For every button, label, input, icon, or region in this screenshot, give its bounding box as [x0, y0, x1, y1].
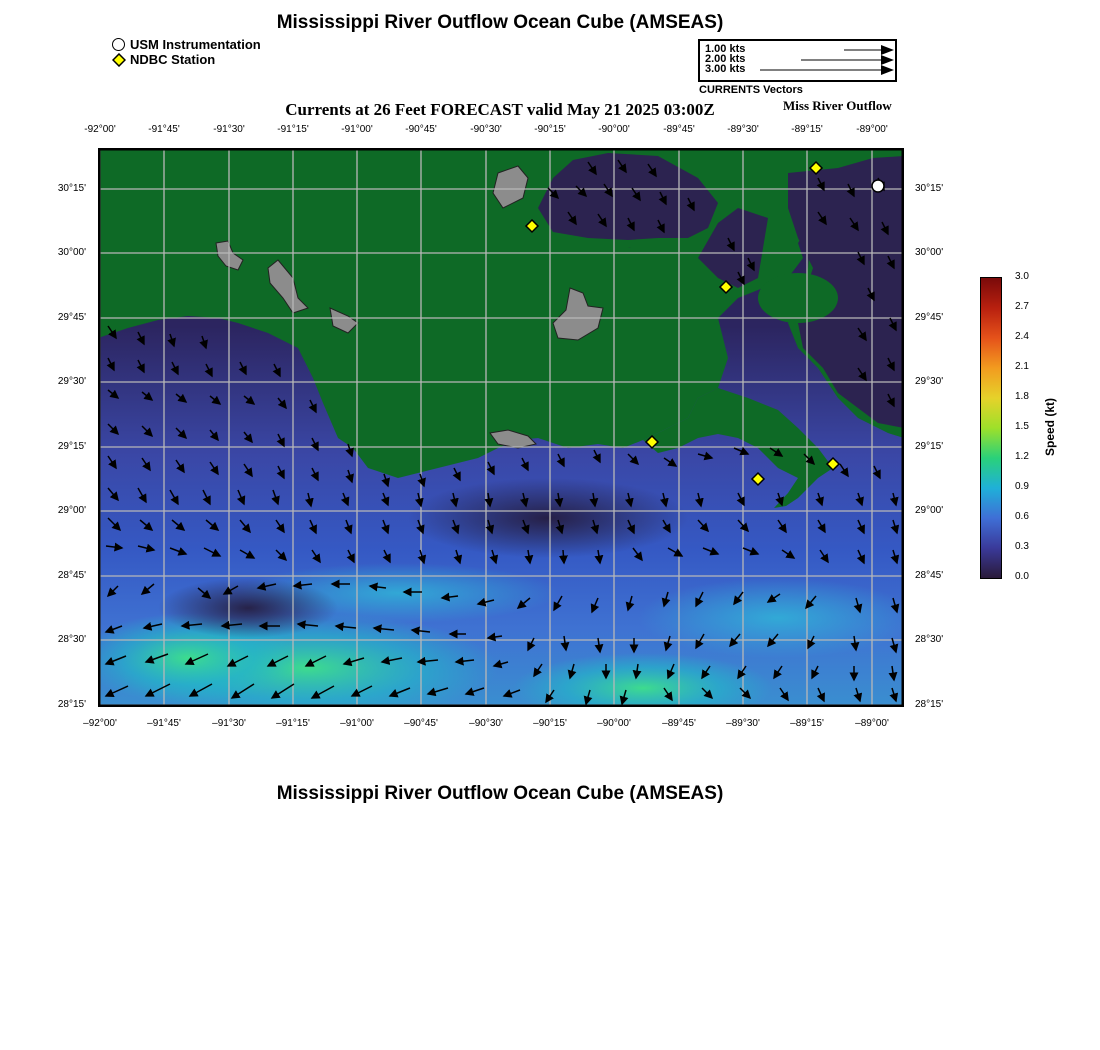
- right-tick-label: 30°15': [915, 183, 944, 194]
- right-tick-label: 28°15': [915, 699, 944, 710]
- top-tick-label: -91°30': [213, 124, 245, 135]
- colorbar-tick-label: 2.1: [1015, 361, 1029, 372]
- left-tick-label: 28°30': [57, 634, 86, 645]
- colorbar-tick-label: 0.6: [1015, 511, 1029, 522]
- bottom-tick-label: –90°45': [404, 718, 438, 729]
- bottom-tick-label: –90°00': [597, 718, 631, 729]
- vector-legend-3kt: 3.00 kts: [705, 63, 746, 75]
- colorbar-label: Speed (kt): [1043, 397, 1057, 457]
- left-tick-label: 30°15': [57, 183, 86, 194]
- colorbar-tick-label: 1.5: [1015, 421, 1029, 432]
- vector-legend-2kt: 2.00 kts: [705, 53, 746, 65]
- left-tick-label: 29°00': [57, 505, 86, 516]
- bottom-tick-label: –89°00': [855, 718, 889, 729]
- top-tick-label: -89°30': [727, 124, 759, 135]
- top-tick-label: -90°15': [534, 124, 566, 135]
- main-title: Mississippi River Outflow Ocean Cube (AMSEAS): [276, 12, 724, 33]
- top-tick-label: -90°00': [598, 124, 630, 135]
- map-subtitle: Currents at 26 Feet FORECAST valid May 21 2025 03:00Z: [285, 100, 715, 119]
- colorbar-tick-label: 0.0: [1015, 571, 1029, 582]
- right-tick-label: 29°45': [915, 312, 944, 323]
- top-tick-label: -92°00': [84, 124, 116, 135]
- bottom-tick-label: –89°15': [790, 718, 824, 729]
- ndbc-diamond-icon: [112, 53, 126, 67]
- top-tick-label: -89°15': [791, 124, 823, 135]
- top-tick-label: -89°45': [663, 124, 695, 135]
- bottom-tick-label: –91°00': [340, 718, 374, 729]
- bottom-tick-label: –91°15': [276, 718, 310, 729]
- vector-legend-caption: CURRENTS Vectors: [699, 84, 803, 96]
- left-tick-label: 29°15': [57, 441, 86, 452]
- left-tick-label: 28°45': [57, 570, 86, 581]
- region-label: Miss River Outflow: [783, 98, 892, 113]
- top-tick-label: -90°45': [405, 124, 437, 135]
- top-tick-label: -91°45': [148, 124, 180, 135]
- colorbar-tick-label: 3.0: [1015, 271, 1029, 282]
- right-tick-label: 29°15': [915, 441, 944, 452]
- top-tick-label: -91°15': [277, 124, 309, 135]
- bottom-tick-label: –89°30': [726, 718, 760, 729]
- left-tick-label: 29°45': [57, 312, 86, 323]
- colorbar-tick-label: 2.4: [1015, 331, 1029, 342]
- top-tick-label: -89°00': [856, 124, 888, 135]
- bottom-tick-label: –89°45': [662, 718, 696, 729]
- bottom-title: Mississippi River Outflow Ocean Cube (AMSEAS): [276, 783, 724, 804]
- bottom-tick-label: –91°30': [212, 718, 246, 729]
- usm-circle-icon: [112, 38, 125, 51]
- ndbc-legend-label: NDBC Station: [130, 52, 216, 67]
- colorbar-gradient: [981, 278, 1001, 578]
- colorbar-tick-label: 1.2: [1015, 451, 1029, 462]
- colorbar-tick-label: 0.3: [1015, 541, 1029, 552]
- right-tick-label: 29°00': [915, 505, 944, 516]
- left-tick-label: 30°00': [57, 247, 86, 258]
- right-tick-label: 28°30': [915, 634, 944, 645]
- bottom-tick-label: –90°30': [469, 718, 503, 729]
- right-tick-label: 28°45': [915, 570, 944, 581]
- vector-legend-box: [698, 39, 897, 82]
- left-tick-label: 28°15': [57, 699, 86, 710]
- colorbar-tick-label: 1.8: [1015, 391, 1029, 402]
- bottom-tick-label: –90°15': [533, 718, 567, 729]
- left-tick-label: 29°30': [57, 376, 86, 387]
- bottom-tick-label: –91°45': [147, 718, 181, 729]
- current-speed-map: [98, 148, 904, 707]
- usm-legend-label: USM Instrumentation: [130, 37, 261, 52]
- right-tick-label: 29°30': [915, 376, 944, 387]
- speed-colorbar: [980, 277, 1002, 579]
- top-tick-label: -90°30': [470, 124, 502, 135]
- right-tick-label: 30°00': [915, 247, 944, 258]
- vector-legend-labels: [705, 44, 745, 74]
- vector-legend-1kt: 1.00 kts: [705, 43, 746, 55]
- bottom-tick-label: –92°00': [83, 718, 117, 729]
- top-tick-label: -91°00': [341, 124, 373, 135]
- usm-instrumentation-marker[interactable]: [872, 180, 884, 192]
- colorbar-tick-label: 0.9: [1015, 481, 1029, 492]
- colorbar-tick-label: 2.7: [1015, 301, 1029, 312]
